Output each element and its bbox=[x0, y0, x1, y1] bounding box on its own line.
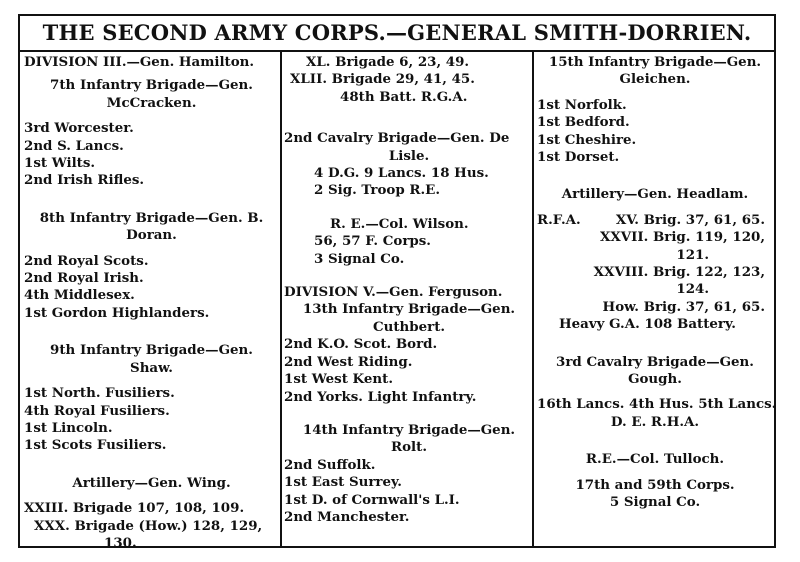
list-item: 2nd S. Lancs. bbox=[24, 137, 124, 154]
list-item: 2nd Manchester. bbox=[284, 508, 410, 525]
brigade-commander: Lisle. bbox=[388, 147, 430, 164]
rfa-row bbox=[537, 299, 773, 316]
brigade-heading: 14th Infantry Brigade—Gen. bbox=[302, 421, 516, 438]
list-item: 130. bbox=[104, 534, 137, 551]
list-item: 2nd Suffolk. bbox=[284, 456, 376, 473]
list-item: 121. bbox=[676, 246, 709, 263]
list-item: 4th Royal Fusiliers. bbox=[24, 402, 170, 419]
division-heading: DIVISION V.—Gen. Ferguson. bbox=[284, 284, 503, 301]
brigade-commander: Cuthbert. bbox=[372, 318, 446, 335]
rfa-row bbox=[537, 229, 773, 246]
rfa-label: R.F.A. bbox=[537, 211, 581, 228]
list-item: 1st Scots Fusiliers. bbox=[24, 437, 167, 454]
list-item: 2 Sig. Troop R.E. bbox=[314, 182, 441, 199]
artillery-heading: Artillery—Gen. Wing. bbox=[72, 474, 231, 491]
list-item: XXIII. Brigade 107, 108, 109. bbox=[24, 500, 245, 517]
column-3 bbox=[537, 54, 777, 542]
list-item: 3rd Worcester. bbox=[24, 120, 134, 137]
brigade-heading: 2nd Cavalry Brigade—Gen. De bbox=[284, 130, 510, 147]
brigade-heading: 3rd Cavalry Brigade—Gen. bbox=[556, 353, 754, 370]
list-item: 2nd West Riding. bbox=[284, 353, 413, 370]
list-item: 2nd K.O. Scot. Bord. bbox=[284, 336, 438, 353]
list-item: 1st North. Fusiliers. bbox=[24, 385, 175, 402]
list-item: XV. Brig. 37, 61, 65. bbox=[615, 211, 765, 228]
brigade-heading: 8th Infantry Brigade—Gen. B. bbox=[39, 209, 264, 226]
rfa-row bbox=[537, 212, 773, 229]
list-item: 3 Signal Co. bbox=[314, 250, 405, 267]
list-item: 1st D. of Cornwall's L.I. bbox=[284, 491, 460, 508]
list-item: 1st Dorset. bbox=[537, 149, 620, 166]
list-item: 4th Middlesex. bbox=[24, 287, 135, 304]
brigade-commander: Doran. bbox=[126, 227, 177, 244]
rfa-row bbox=[537, 264, 773, 281]
re-heading: R. E.—Col. Wilson. bbox=[330, 215, 469, 232]
list-item: 1st Cheshire. bbox=[537, 131, 637, 148]
brigade-commander: Gleichen. bbox=[619, 71, 691, 88]
list-item: 124. bbox=[676, 281, 709, 298]
page-title: THE SECOND ARMY CORPS.—GENERAL SMITH-DORRIEN. bbox=[42, 20, 752, 45]
list-item: 5 Signal Co. bbox=[609, 494, 701, 511]
list-item: XXVIII. Brig. 122, 123, bbox=[593, 264, 765, 281]
column-2 bbox=[284, 54, 534, 542]
list-item: 1st Lincoln. bbox=[24, 419, 113, 436]
artillery-heading: Artillery—Gen. Headlam. bbox=[561, 186, 749, 203]
list-item: 2nd Yorks. Light Infantry. bbox=[284, 388, 477, 405]
list-item: XL. Brigade 6, 23, 49. bbox=[306, 54, 470, 70]
list-item: 1st Norfolk. bbox=[537, 96, 627, 113]
rfa-row bbox=[537, 247, 773, 264]
brigade-commander: Rolt. bbox=[391, 439, 427, 456]
list-item: 48th Batt. R.G.A. bbox=[340, 88, 468, 105]
brigade-commander: Shaw. bbox=[130, 359, 173, 376]
list-item: XXVII. Brig. 119, 120, bbox=[599, 229, 765, 246]
list-item: 1st Wilts. bbox=[24, 155, 96, 172]
list-item: 1st East Surrey. bbox=[284, 474, 402, 491]
brigade-heading: 9th Infantry Brigade—Gen. bbox=[50, 342, 253, 359]
list-item: How. Brig. 37, 61, 65. bbox=[602, 298, 765, 315]
list-item: XXX. Brigade (How.) 128, 129, bbox=[34, 517, 263, 534]
column-1 bbox=[24, 54, 279, 551]
list-item: 2nd Royal Scots. bbox=[24, 252, 149, 269]
brigade-commander: McCracken. bbox=[106, 94, 197, 111]
title-divider bbox=[20, 50, 774, 52]
list-item: 1st Gordon Highlanders. bbox=[24, 304, 210, 321]
column-divider-1 bbox=[280, 52, 282, 546]
list-item: Heavy G.A. 108 Battery. bbox=[559, 316, 736, 333]
table-frame bbox=[18, 14, 777, 551]
list-item: 2nd Irish Rifles. bbox=[24, 172, 145, 189]
brigade-heading: 13th Infantry Brigade—Gen. bbox=[302, 301, 516, 318]
list-item: 1st Bedford. bbox=[537, 114, 630, 131]
list-item: 16th Lancs. 4th Hus. 5th Lancs. bbox=[537, 396, 777, 413]
list-item: 4 D.G. 9 Lancs. 18 Hus. bbox=[314, 165, 489, 182]
re-heading: R.E.—Col. Tulloch. bbox=[585, 451, 725, 468]
division-heading: DIVISION III.—Gen. Hamilton. bbox=[24, 54, 255, 70]
list-item: 1st West Kent. bbox=[284, 371, 394, 388]
rfa-row bbox=[537, 281, 773, 298]
brigade-commander: Gough. bbox=[628, 371, 682, 387]
list-item: 56, 57 F. Corps. bbox=[314, 233, 431, 250]
brigade-heading: 7th Infantry Brigade—Gen. bbox=[50, 77, 253, 94]
list-item: D. E. R.H.A. bbox=[610, 413, 700, 430]
brigade-heading: 15th Infantry Brigade—Gen. bbox=[548, 54, 762, 70]
list-item: 2nd Royal Irish. bbox=[24, 270, 144, 287]
list-item: XLII. Brigade 29, 41, 45. bbox=[290, 71, 475, 88]
list-item: 17th and 59th Corps. bbox=[575, 476, 735, 493]
